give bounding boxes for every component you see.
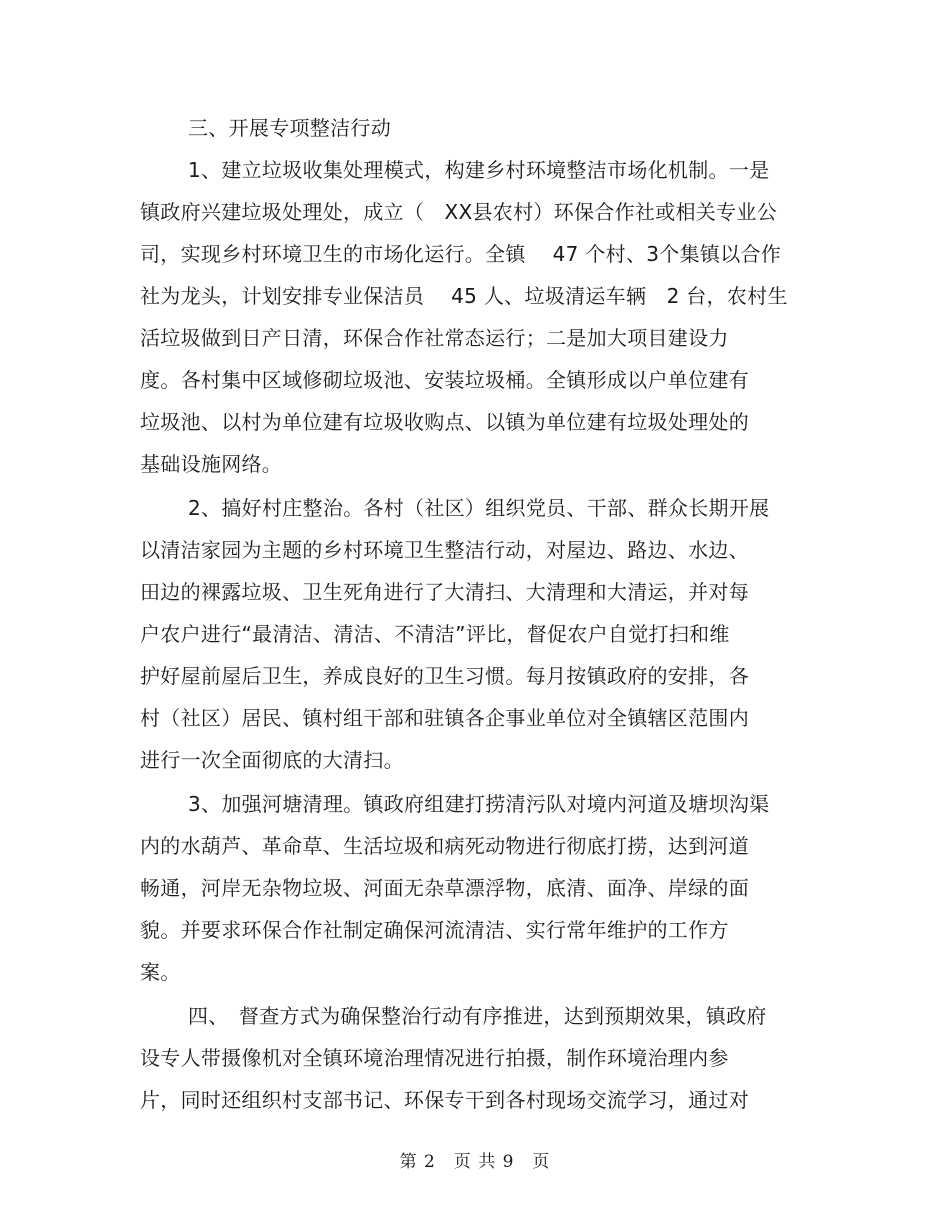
paragraph-1-line: 司，实现乡村环境卫生的市场化运行。全镇 47 个村、3个集镇以合作: [140, 242, 782, 266]
paragraph-3-line: 3、加强河塘清理。镇政府组建打捞清污队对境内河道及塘坝沟渠: [188, 792, 770, 816]
paragraph-4-line: 片，同时还组织村支部书记、环保专干到各村现场交流学习，通过对: [140, 1088, 749, 1112]
paragraph-4-line: 设专人带摄像机对全镇环境治理情况进行拍摄，制作环境治理内参: [140, 1046, 729, 1070]
paragraph-2-line: 村（社区）居民、镇村组干部和驻镇各企事业单位对全镇辖区范围内: [140, 706, 749, 730]
paragraph-2-line: 护好屋前屋后卫生，养成良好的卫生习惯。每月按镇政府的安排，各: [140, 664, 749, 688]
paragraph-3-line: 畅通，河岸无杂物垃圾、河面无杂草漂浮物，底清、面净、岸绿的面: [140, 876, 749, 900]
paragraph-2-line: 田边的裸露垃圾、卫生死角进行了大清扫、大清理和大清运，并对每: [140, 580, 749, 604]
paragraph-1-line: 基础设施网络。: [140, 452, 283, 476]
page-number-footer: 第 2 页 共 9 页: [399, 1152, 551, 1172]
paragraph-1-line: 社为龙头，计划安排专业保洁员 45 人、垃圾清运车辆 2 台，农村生: [140, 284, 788, 308]
paragraph-1-line: 镇政府兴建垃圾处理处，成立（ XX县农村）环保合作社或相关专业公: [140, 200, 778, 224]
paragraph-1-line: 度。各村集中区域修砌垃圾池、安装垃圾桶。全镇形成以户单位建有: [140, 368, 749, 392]
paragraph-2-line: 户农户进行“最清洁、清洁、不清洁”评比，督促农户自觉打扫和维: [140, 622, 730, 646]
paragraph-2-line: 以清洁家园为主题的乡村环境卫生整洁行动，对屋边、路边、水边、: [140, 538, 749, 562]
section-heading-3: 三、开展专项整洁行动: [188, 116, 391, 140]
section-heading-4: 四、 督查方式为确保整治行动有序推进，达到预期效果，镇政府: [188, 1004, 767, 1028]
paragraph-2-line: 进行一次全面彻底的大清扫。: [140, 748, 404, 772]
paragraph-3-line: 案。: [140, 960, 181, 984]
paragraph-1-line: 活垃圾做到日产日清，环保合作社常态运行；二是加大项目建设力: [140, 326, 729, 350]
paragraph-1-line: 1、建立垃圾收集处理模式，构建乡村环境整洁市场化机制。一是: [188, 158, 770, 182]
paragraph-2-line: 2、搞好村庄整治。各村（社区）组织党员、干部、群众长期开展: [188, 496, 770, 520]
paragraph-3-line: 内的水葫芦、革命草、生活垃圾和病死动物进行彻底打捞，达到河道: [140, 834, 749, 858]
paragraph-3-line: 貌。并要求环保合作社制定确保河流清洁、实行常年维护的工作方: [140, 918, 729, 942]
paragraph-1-line: 垃圾池、以村为单位建有垃圾收购点、以镇为单位建有垃圾处理处的: [140, 410, 749, 434]
